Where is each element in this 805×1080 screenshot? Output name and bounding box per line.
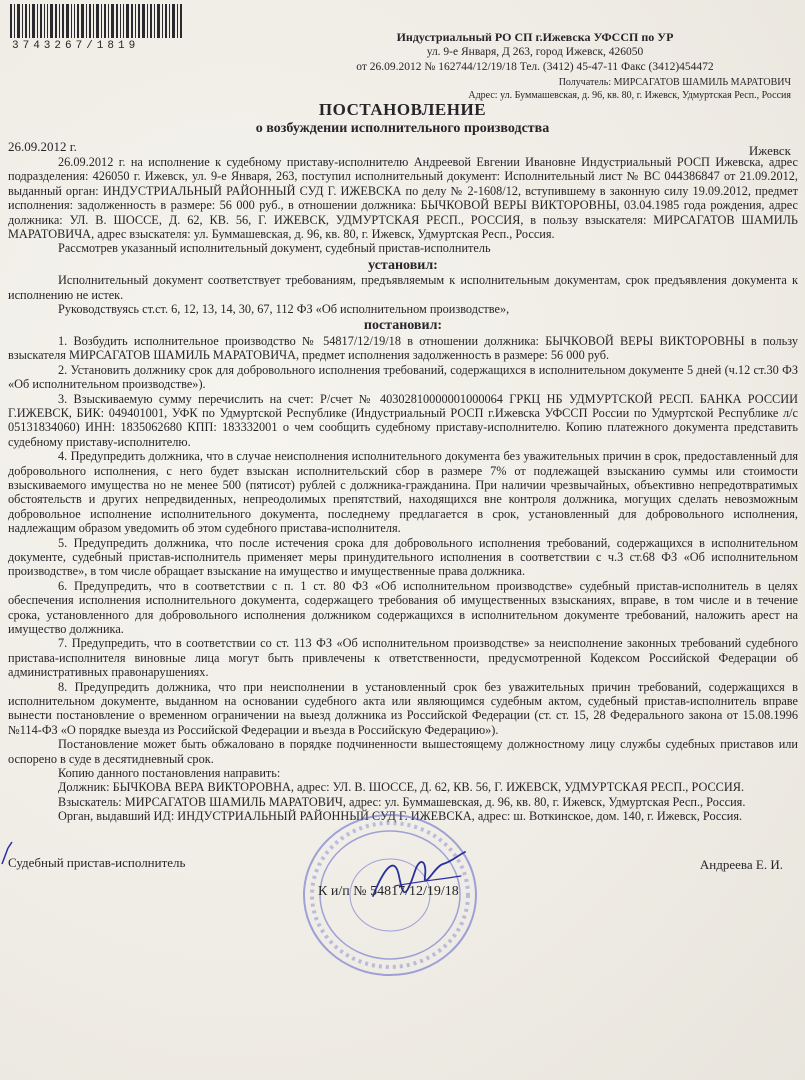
signer-name: Андреева Е. И. — [699, 857, 783, 872]
barcode-number: 3743267/1819 — [12, 40, 140, 52]
resolution-item: 2. Установить должнику срок для добровольного исполнения требований, содержащихся в исполнительном документе 5 дней (ч.12 ст.30 ФЗ «Об исполнительном производстве»). — [8, 362, 798, 392]
intro-paragraph: 26.09.2012 г. на исполнение к судебному приставу-исполнителю Андреевой Евгении Ивановне Индустриальный РОСП Ижевска, адрес подразделения: 426050 г. Ижевск, ул. 9-е Января, 263, поступил исполнительный документ: Исполнительный лист № ВС 044386847 от 21.09.2012, выданный орган: ИНДУСТРИАЛЬНЫЙ РАЙОННЫЙ СУД Г. ИЖЕВСКА по делу № 2-1608/12, вступившему в законную силу 19.09.2012, предмет исполнения: задолженность в размере: 56 000 руб., в отношении должника: БЫЧКОВОЙ ВЕРЫ ВИКТОРОВНЫ, 03.04.1985 года рождения, адрес должника: УЛ. В. ШОССЕ, Д. 62, КВ. 56, Г. ИЖЕВСК, УДМУРТСКАЯ РЕСП., РОССИЯ, в пользу взыскателя: МИРСАГАТОВ ШАМИЛЬ МАРАТОВИЧА, адрес взыскателя: ул. Буммашевская, д. 96, кв. 80, г. Ижевск, Удмуртская Респ., Россия. — [8, 155, 798, 242]
case-number-footer: К и/п № 54817/12/19/18 — [318, 884, 459, 899]
appeal-paragraph: Постановление может быть обжаловано в порядке подчиненности вышестоящему должностному лицу службы судебных приставов или оспорено в суде в десятидневный срок. — [8, 737, 798, 766]
document-date: 26.09.2012 г. — [8, 139, 77, 154]
issuer-address: ул. 9-е Января, Д 263, город Ижевск, 426050 — [426, 46, 644, 58]
document-city: Ижевск — [748, 143, 791, 158]
considered-paragraph: Рассмотрев указанный исполнительный документ, судебный пристав-исполнитель — [58, 241, 491, 256]
issuer-reference: от 26.09.2012 № 162744/12/19/18 Тел. (3412) 45-47-11 Факс (3412)454472 — [356, 61, 714, 73]
barcode-image — [10, 4, 182, 38]
resolved-heading: постановил: — [363, 318, 443, 334]
issuer-header — [325, 30, 745, 75]
established-paragraph: Исполнительный документ соответствует требованиям, предъявляемым к исполнительным документам, срок предъявления документа к исполнению не истек. — [8, 273, 798, 302]
resolution-item: 3. Взыскиваемую сумму перечислить на счет: Р/счет № 40302810000001000064 ГРКЦ НБ УДМУРТСКОЙ РЕСП. БАНКА РОССИИ Г.ИЖЕВСК, БИК: 049401001, УФК по Удмуртской Республике (Индустриальный РОСП г.Ижевска УФССП России по Удмуртской Республике л/с 05131834060) ИНН: 1835062680 КПП: 183332001 о чем сообщить судебному приставу-исполнителю. Копию платежного документа представить судебному приставу-исполнителю. — [8, 391, 798, 449]
guided-paragraph: Руководствуясь ст.ст. 6, 12, 13, 14, 30, 67, 112 ФЗ «Об исполнительном производстве», — [58, 302, 510, 317]
signer-title: Судебный пристав-исполнитель — [8, 855, 186, 870]
copy-recipient: Должник: БЫЧКОВА ВЕРА ВИКТОРОВНА, адрес: УЛ. В. ШОССЕ, Д. 62, КВ. 56, Г. ИЖЕВСК, УДМУРТСКАЯ РЕСП., РОССИЯ. — [58, 780, 745, 795]
resolution-item: 5. Предупредить должника, что после истечения срока для добровольного исполнения требований, содержащихся в исполнительном документе, судебный пристав-исполнитель применяет меры принудительного исполнения в соответствии с ч.3 ст.68 ФЗ «Об исполнительном производстве», в том числе обращает взыскание на имущество и имущественные права должника. — [8, 535, 798, 579]
resolution-item: 4. Предупредить должника, что в случае неисполнения исполнительного документа без уважительных причин в срок, предоставленный для добровольного исполнения, с него будет взыскан исполнительский сбор в размере 7% от подлежащей взысканию суммы или стоимости взыскиваемого имущества но не менее 500 (пятисот) рублей с должника-гражданина. При наличии чрезвычайных, объективно непредотвратимых обстоятельств и других непредвиденных, непреодолимых препятствий, находящихся вне контроля должника, могущих сделать невозможным добровольное исполнение исполнительного документа, последнему предлагается в срок, установленный для добровольного исполнения, надлежащим образом уведомить об этом судебного пристава-исполнителя. — [8, 449, 798, 536]
recipient-address: Адрес: ул. Буммашевская, д. 96, кв. 80, г. Ижевск, Удмуртская Респ., Россия — [468, 90, 791, 101]
resolution-item: 6. Предупредить, что в соответствии с п. 1 ст. 80 ФЗ «Об исполнительном производстве» судебный пристав-исполнитель в целях обеспечения исполнения исполнительного документа, содержащего требования об имущественных взысканиях, вправе, в том числе и в течение срока, установленного для добровольного исполнения должником содержащихся в исполнительном документе требований, наложить арест на имущество должника. — [8, 578, 798, 636]
recipient-name: Получатель: МИРСАГАТОВ ШАМИЛЬ МАРАТОВИЧ — [558, 77, 791, 88]
copy-recipient: Взыскатель: МИРСАГАТОВ ШАМИЛЬ МАРАТОВИЧ, адрес: ул. Буммашевская, д. 96, кв. 80, г. Ижевск, Удмуртская Респ., Россия. — [58, 794, 746, 809]
document-body — [8, 155, 798, 824]
established-heading: установил: — [368, 257, 438, 273]
issuer-org: Индустриальный РО СП г.Ижевска УФССП по УР — [396, 30, 674, 44]
copy-heading: Копию данного постановления направить: — [58, 766, 281, 781]
recipient-block — [251, 76, 791, 102]
resolution-item: 1. Возбудить исполнительное производство № 54817/12/19/18 в отношении должника: БЫЧКОВОЙ ВЕРЫ ВИКТОРОВНЫ в пользу взыскателя МИРСАГАТОВ ШАМИЛЬ МАРАТОВИЧА, предмет исполнения задолженность в размере: 56 000 руб. — [8, 333, 798, 363]
resolution-item: 7. Предупредить, что в соответствии со ст. 113 ФЗ «Об исполнительном производстве» за неисполнение законных требований судебного пристава-исполнителя виновные лица могут быть привлечены к ответственности, предусмотренной Кодексом Российской Федерации об административных правонарушениях. — [8, 636, 798, 680]
document-title: ПОСТАНОВЛЕНИЕ — [318, 100, 487, 119]
document-subtitle: о возбуждении исполнительного производства — [255, 121, 550, 136]
copy-recipient: Орган, выдавший ИД: ИНДУСТРИАЛЬНЫЙ РАЙОННЫЙ СУД Г. ИЖЕВСКА, адрес: ш. Воткинское, дом. 140, г. Ижевск, Россия. — [58, 809, 743, 824]
resolution-item: 8. Предупредить должника, что при неисполнении в установленный срок без уважительных причин требований, содержащихся в исполнительном документе, выданном на основании судебного акта или являющимся судебным актом, судебный пристав-исполнитель вправе вынести постановление о временном ограничении на выезд должника из Российской Федерации (ст. ст. 15, 28 Федерального закона от 15.08.1996 №114-ФЗ «О порядке выезда из Российской Федерации и въезда в Российскую Федерацию»). — [8, 679, 798, 737]
